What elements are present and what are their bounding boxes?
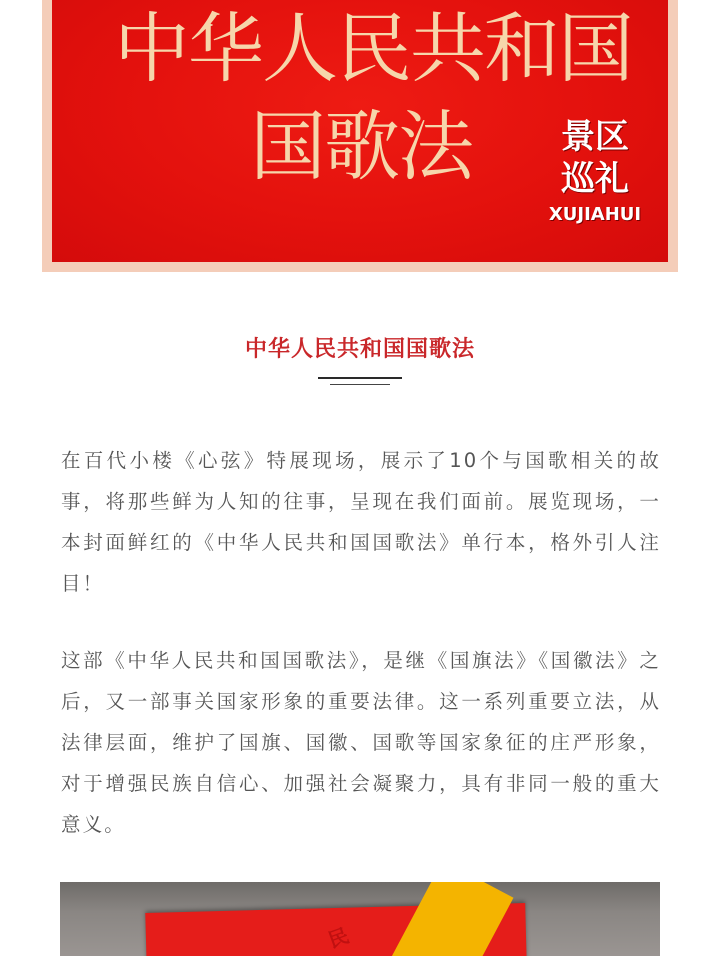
banner-stamp-line2: 巡礼 xyxy=(561,159,629,199)
banner-red-background xyxy=(52,0,668,262)
banner-stamp xyxy=(540,116,650,226)
article-paragraph-2: 这部《中华人民共和国国歌法》，是继《国旗法》《国徽法》之后，又一部事关国家形象的重要法律。这一系列重要立法，从法律层面，维护了国旗、国徽、国歌等国家象征的庄严形象，对于增强民族自信心、加强社会凝聚力，具有非同一般的重大意义。 xyxy=(61,649,661,836)
banner-title-line2: 国歌法 xyxy=(250,102,472,191)
banner-stamp-line1: 景区 xyxy=(561,117,629,157)
article-paragraph-1: 在百代小楼《心弦》特展现场，展示了10个与国歌相关的故事，将那些鲜为人知的往事，呈现在我们面前。展览现场，一本封面鲜红的《中华人民共和国国歌法》单行本，格外引人注目！ xyxy=(61,449,661,595)
title-divider-top xyxy=(318,377,402,379)
banner-stamp-english: XUJIAHUI xyxy=(548,204,642,225)
banner-image xyxy=(42,0,678,272)
photo-book-text: 民 xyxy=(325,923,353,953)
article-photo xyxy=(60,882,660,956)
banner-title-line1: 中华人民共和国 xyxy=(114,4,632,93)
section-title: 中华人民共和国国歌法 xyxy=(244,337,475,362)
title-divider-bottom xyxy=(330,384,390,385)
